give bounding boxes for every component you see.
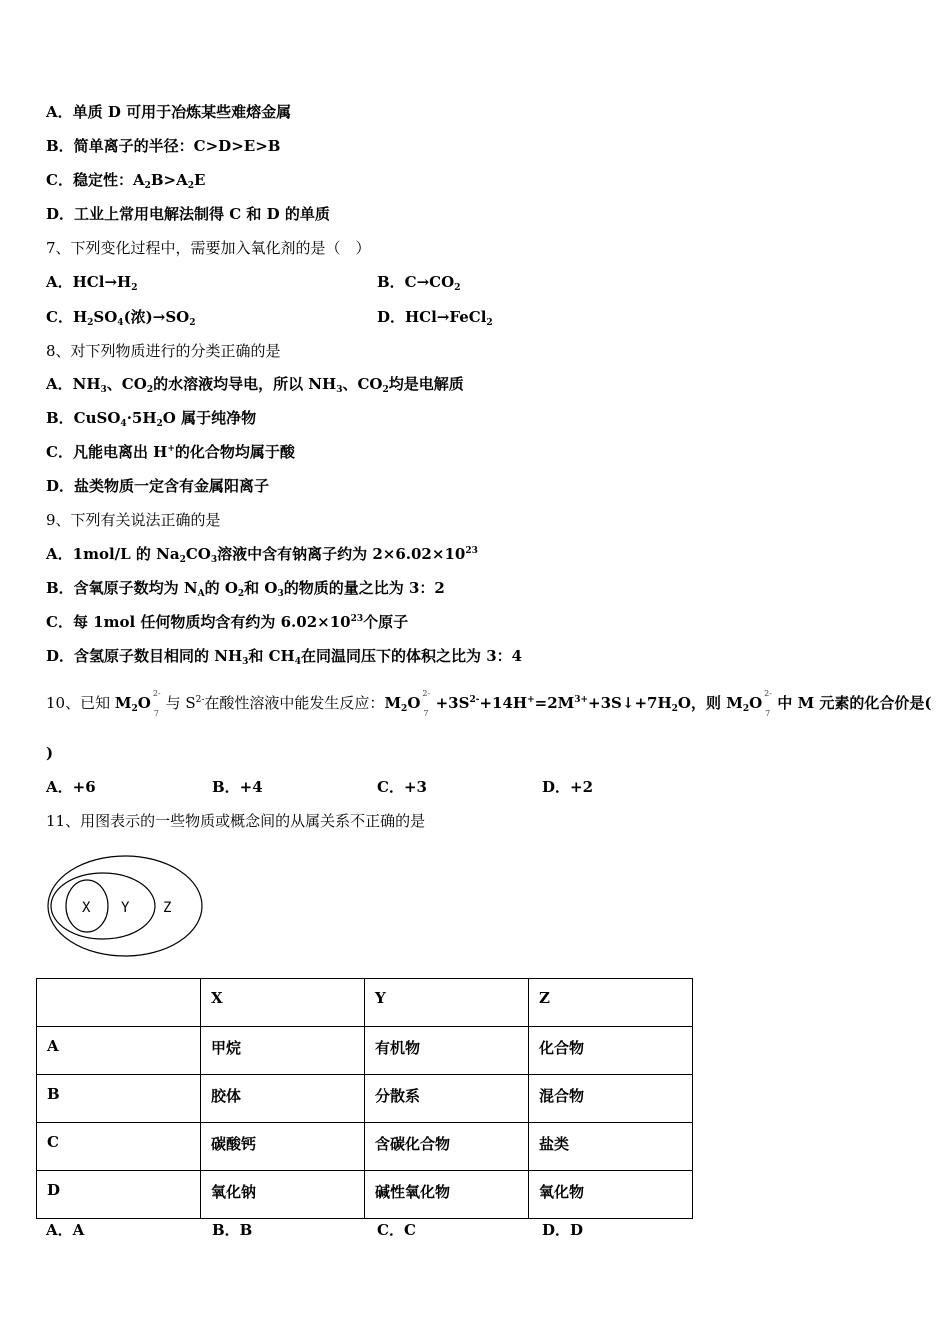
q7-option-a: A．$HCl\to H_2$ (46, 273, 138, 293)
q6-option-b: B．简单离子的半径：C>D>E>B (46, 137, 281, 155)
q11-stem: 11、用图表示的一些物质或概念间的从属关系不正确的是 (46, 812, 426, 830)
q7-option-d: D．HCl→FeCl$_2$ (377, 308, 493, 328)
q8-option-c: C．凡能电离出 H+的化合物均属于酸 (46, 443, 295, 461)
q11-option-d: D．D (542, 1221, 584, 1239)
table-row (37, 1123, 693, 1171)
q9-option-b: B．含氧原子数均为 $N_A$的 $O_2$和 $O_3$的物质的量之比为 3：2 (46, 579, 445, 599)
table-cell: 分散系 (365, 1075, 529, 1123)
q10-option-d: D．+2 (542, 778, 594, 796)
table-cell: 混合物 (529, 1075, 693, 1123)
table-cell: 氧化钠 (201, 1171, 365, 1219)
table-cell: 有机物 (365, 1027, 529, 1075)
table-cell: 碱性氧化物 (365, 1171, 529, 1219)
q9-option-c: C．每 1mol 任何物质均含有约为 $6.02\times 10^{23}$个原子 (46, 613, 409, 631)
q8-option-a: A．$NH_3$、$CO_2$的水溶液均导电，所以 $NH_3$、$CO_2$均是电解质 (46, 375, 464, 395)
table-cell: 胶体 (201, 1075, 365, 1123)
q9-option-d: D．含氢原子数目相同的 $NH_3$和 $CH_4$在同温同压下的体积之比为 3：4 (46, 647, 523, 667)
q10-stem: 10、已知 $M_2O$ 2- 7 与 $S^{2-}$在酸性溶液中能发生反应：$M_2O$ 2- 7 $+3S^{2-}+14H^+=2M^{3+}+3S↓+7H_2O$，则 $M_2O$ 2- 7 中 M 元素的化合价是( (46, 689, 932, 718)
q10-option-c: C．+3 (377, 778, 427, 796)
table-cell: C (37, 1123, 201, 1171)
q10-option-b: B．+4 (212, 778, 263, 796)
table-cell: 甲烷 (201, 1027, 365, 1075)
q7-stem: 7、下列变化过程中，需要加入氧化剂的是（ ） (46, 239, 371, 257)
table-cell: B (37, 1075, 201, 1123)
nested-ellipse-diagram (44, 852, 208, 960)
q7-option-b: B．$C\to CO_2$ (377, 273, 461, 293)
q8-option-b: B．$CuSO_4\cdot 5H_2O$ 属于纯净物 (46, 409, 257, 429)
q9-option-a: A．1mol/L 的 $Na_2CO_3$溶液中含有钠离子约为 $2\times 6.02\times 10^{23}$ (46, 545, 478, 565)
table-cell: 盐类 (529, 1123, 693, 1171)
table-cell: 碳酸钙 (201, 1123, 365, 1171)
q11-option-a: A．A (46, 1221, 85, 1239)
q6-option-a: A．单质 D 可用于冶炼某些难熔金属 (46, 103, 292, 121)
label-y: Y (121, 900, 130, 916)
q7-option-c: C．$H_2SO_4$(浓)$\to SO_2$ (46, 308, 196, 328)
table-header-row (37, 979, 693, 1027)
label-x: X (82, 900, 91, 916)
q10-option-a: A．+6 (46, 778, 96, 796)
table-row (37, 1075, 693, 1123)
q8-stem: 8、对下列物质进行的分类正确的是 (46, 342, 281, 360)
table-cell: 氧化物 (529, 1171, 693, 1219)
q6-option-c: C．稳定性：$A_2B>A_2E$ (46, 171, 206, 191)
q10-close-paren: ) (46, 744, 54, 762)
dichromate-charge-1: 2- 7 (152, 689, 161, 718)
table-cell: Z (529, 979, 693, 1027)
table-row (37, 1027, 693, 1075)
dichromate-charge-3: 2- 7 (764, 689, 772, 718)
table-cell: 含碳化合物 (365, 1123, 529, 1171)
dichromate-charge-2: 2- 7 (422, 689, 431, 718)
table-cell: D (37, 1171, 201, 1219)
q11-option-b: B．B (212, 1221, 253, 1239)
q11-option-c: C．C (377, 1221, 416, 1239)
classification-table (36, 978, 693, 1219)
q9-stem: 9、下列有关说法正确的是 (46, 511, 221, 529)
table-cell (37, 979, 201, 1027)
table-cell: X (201, 979, 365, 1027)
table-row (37, 1171, 693, 1219)
table-cell: Y (365, 979, 529, 1027)
label-z: Z (163, 900, 172, 916)
q8-option-d: D．盐类物质一定含有金属阳离子 (46, 477, 270, 495)
table-cell: A (37, 1027, 201, 1075)
table-cell: 化合物 (529, 1027, 693, 1075)
q6-option-d: D．工业上常用电解法制得 C 和 D 的单质 (46, 205, 330, 223)
